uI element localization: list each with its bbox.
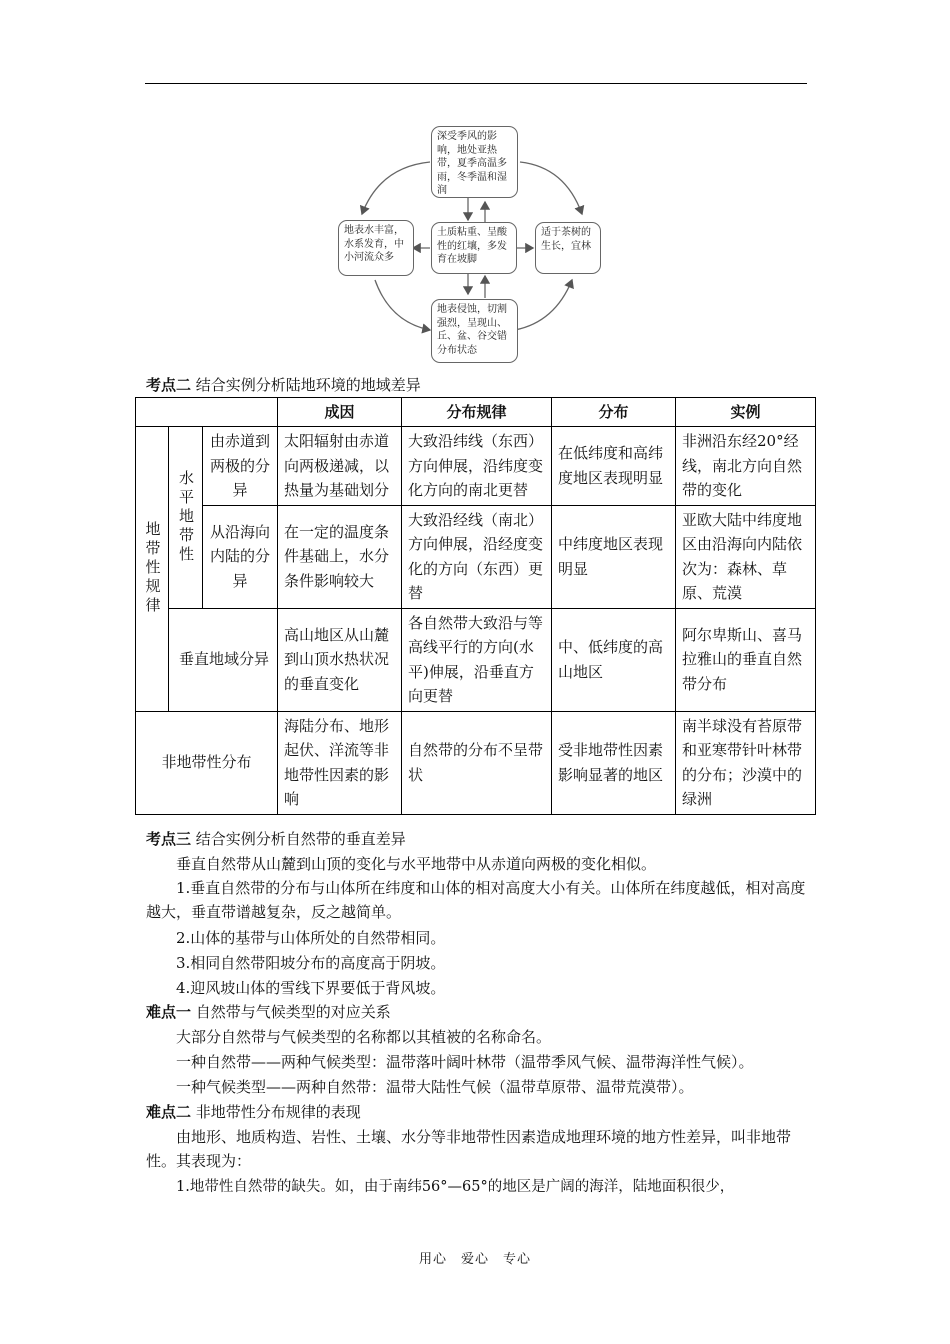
cell-example: 亚欧大陆中纬度地区由沿海向内陆依次为：森林、草原、荒漠 <box>676 505 816 608</box>
difficulty1-label: 难点一 <box>146 1003 192 1021</box>
cell-example: 阿尔卑斯山、喜马拉雅山的垂直自然带分布 <box>676 608 816 711</box>
regional-difference-table <box>135 397 816 815</box>
arrow-left-bottom <box>375 280 430 330</box>
cell-rule: 大致沿纬线（东西）方向伸展，沿纬度变化方向的南北更替 <box>402 427 552 506</box>
table-row <box>136 505 816 608</box>
difficulty1-heading <box>146 1000 391 1024</box>
cell-rule: 大致沿经线（南北）方向伸展，沿经度变化的方向（东西）更替 <box>402 505 552 608</box>
diagram-box-tea: 适于茶树的生长，宜林 <box>535 222 601 274</box>
difficulty2-label: 难点二 <box>146 1103 192 1121</box>
section3-point-4: 4.迎风坡山体的雪线下界要低于背风坡。 <box>176 979 446 997</box>
table-header-row <box>136 398 816 427</box>
header-distribution: 分布 <box>552 398 676 427</box>
diagram-box-water: 地表水丰富，水系发育，中小河流众多 <box>338 220 414 276</box>
cause-effect-diagram <box>330 122 610 364</box>
diagram-box-climate: 深受季风的影响，地处亚热带，夏季高温多雨，冬季温和湿润 <box>431 126 518 198</box>
difficulty1-line-3: 一种气候类型——两种自然带：温带大陆性气候（温带草原带、温带荒漠带）。 <box>176 1078 694 1096</box>
arrow-bottom-right <box>515 280 572 330</box>
section3-heading <box>146 827 406 851</box>
row-label: 垂直地域分异 <box>169 608 278 711</box>
diagram-box-soil: 土质粘重、呈酸性的红壤，多发育在坡脚 <box>431 222 517 274</box>
group-zonal-label: 地带性规律 <box>136 427 169 712</box>
cell-rule: 自然带的分布不呈带状 <box>402 711 552 814</box>
table-row <box>136 711 816 814</box>
row-label: 由赤道到两极的分异 <box>203 427 278 506</box>
header-example: 实例 <box>676 398 816 427</box>
difficulty1-title: 自然带与气候类型的对应关系 <box>195 1003 391 1021</box>
cell-example: 非洲沿东经20°经线，南北方向自然带的变化 <box>676 427 816 506</box>
diagram-box-erosion: 地表侵蚀，切割强烈，呈现山、丘、盆、谷交错分布状态 <box>431 299 518 363</box>
horizontal-zonal-label: 水平地带性 <box>169 427 203 609</box>
section2-label: 考点二 <box>146 376 192 394</box>
section2-title: 结合实例分析陆地环境的地域差异 <box>195 376 421 394</box>
arrow-top-right <box>520 162 582 214</box>
row-label: 非地带性分布 <box>136 711 278 814</box>
header-blank <box>136 398 278 427</box>
table-row <box>136 608 816 711</box>
header-rule: 分布规律 <box>402 398 552 427</box>
section3-point-1: 1.垂直自然带的分布与山体所在纬度和山体的相对高度大小有关。山体所在纬度越低，相对高度越大，垂直带谱越复杂，反之越简单。 <box>146 879 806 921</box>
difficulty2-title: 非地带性分布规律的表现 <box>195 1103 361 1121</box>
arrow-top-left <box>362 162 430 214</box>
difficulty2-heading <box>146 1100 361 1124</box>
difficulty1-line-1: 大部分自然带与气候类型的名称都以其植被的名称命名。 <box>176 1028 552 1046</box>
section3-point-2: 2.山体的基带与山体所处的自然带相同。 <box>176 929 446 947</box>
section3-label: 考点三 <box>146 830 192 848</box>
cell-distribution: 中、低纬度的高山地区 <box>552 608 676 711</box>
cell-cause: 海陆分布、地形起伏、洋流等非地带性因素的影响 <box>278 711 402 814</box>
cell-cause: 太阳辐射由赤道向两极递减，以热量为基础划分 <box>278 427 402 506</box>
cell-rule: 各自然带大致沿与等高线平行的方向(水平)伸展，沿垂直方向更替 <box>402 608 552 711</box>
section3-intro: 垂直自然带从山麓到山顶的变化与水平地带中从赤道向两极的变化相似。 <box>176 855 657 873</box>
section2-heading <box>146 373 421 397</box>
cell-example: 南半球没有苔原带和亚寒带针叶林带的分布；沙漠中的绿洲 <box>676 711 816 814</box>
difficulty2-point-1: 1.地带性自然带的缺失。如，由于南纬56°—65°的地区是广阔的海洋，陆地面积很少， <box>176 1179 735 1195</box>
section3-title: 结合实例分析自然带的垂直差异 <box>195 830 406 848</box>
header-rule <box>145 83 807 84</box>
cell-cause: 在一定的温度条件基础上，水分条件影响较大 <box>278 505 402 608</box>
page-footer: 用心 爱心 专心 <box>418 1252 531 1267</box>
section3-point-3: 3.相同自然带阳坡分布的高度高于阴坡。 <box>176 954 446 972</box>
table-row <box>136 427 816 506</box>
header-cause: 成因 <box>278 398 402 427</box>
cell-distribution: 受非地带性因素影响显著的地区 <box>552 711 676 814</box>
cell-distribution: 在低纬度和高纬度地区表现明显 <box>552 427 676 506</box>
difficulty1-line-2: 一种自然带——两种气候类型：温带落叶阔叶林带（温带季风气候、温带海洋性气候）。 <box>176 1053 754 1071</box>
cell-cause: 高山地区从山麓到山顶水热状况的垂直变化 <box>278 608 402 711</box>
row-label: 从沿海向内陆的分异 <box>203 505 278 608</box>
difficulty2-paragraph: 由地形、地质构造、岩性、土壤、水分等非地带性因素造成地理环境的地方性差异，叫非地带性。其表现为： <box>146 1128 792 1170</box>
cell-distribution: 中纬度地区表现明显 <box>552 505 676 608</box>
